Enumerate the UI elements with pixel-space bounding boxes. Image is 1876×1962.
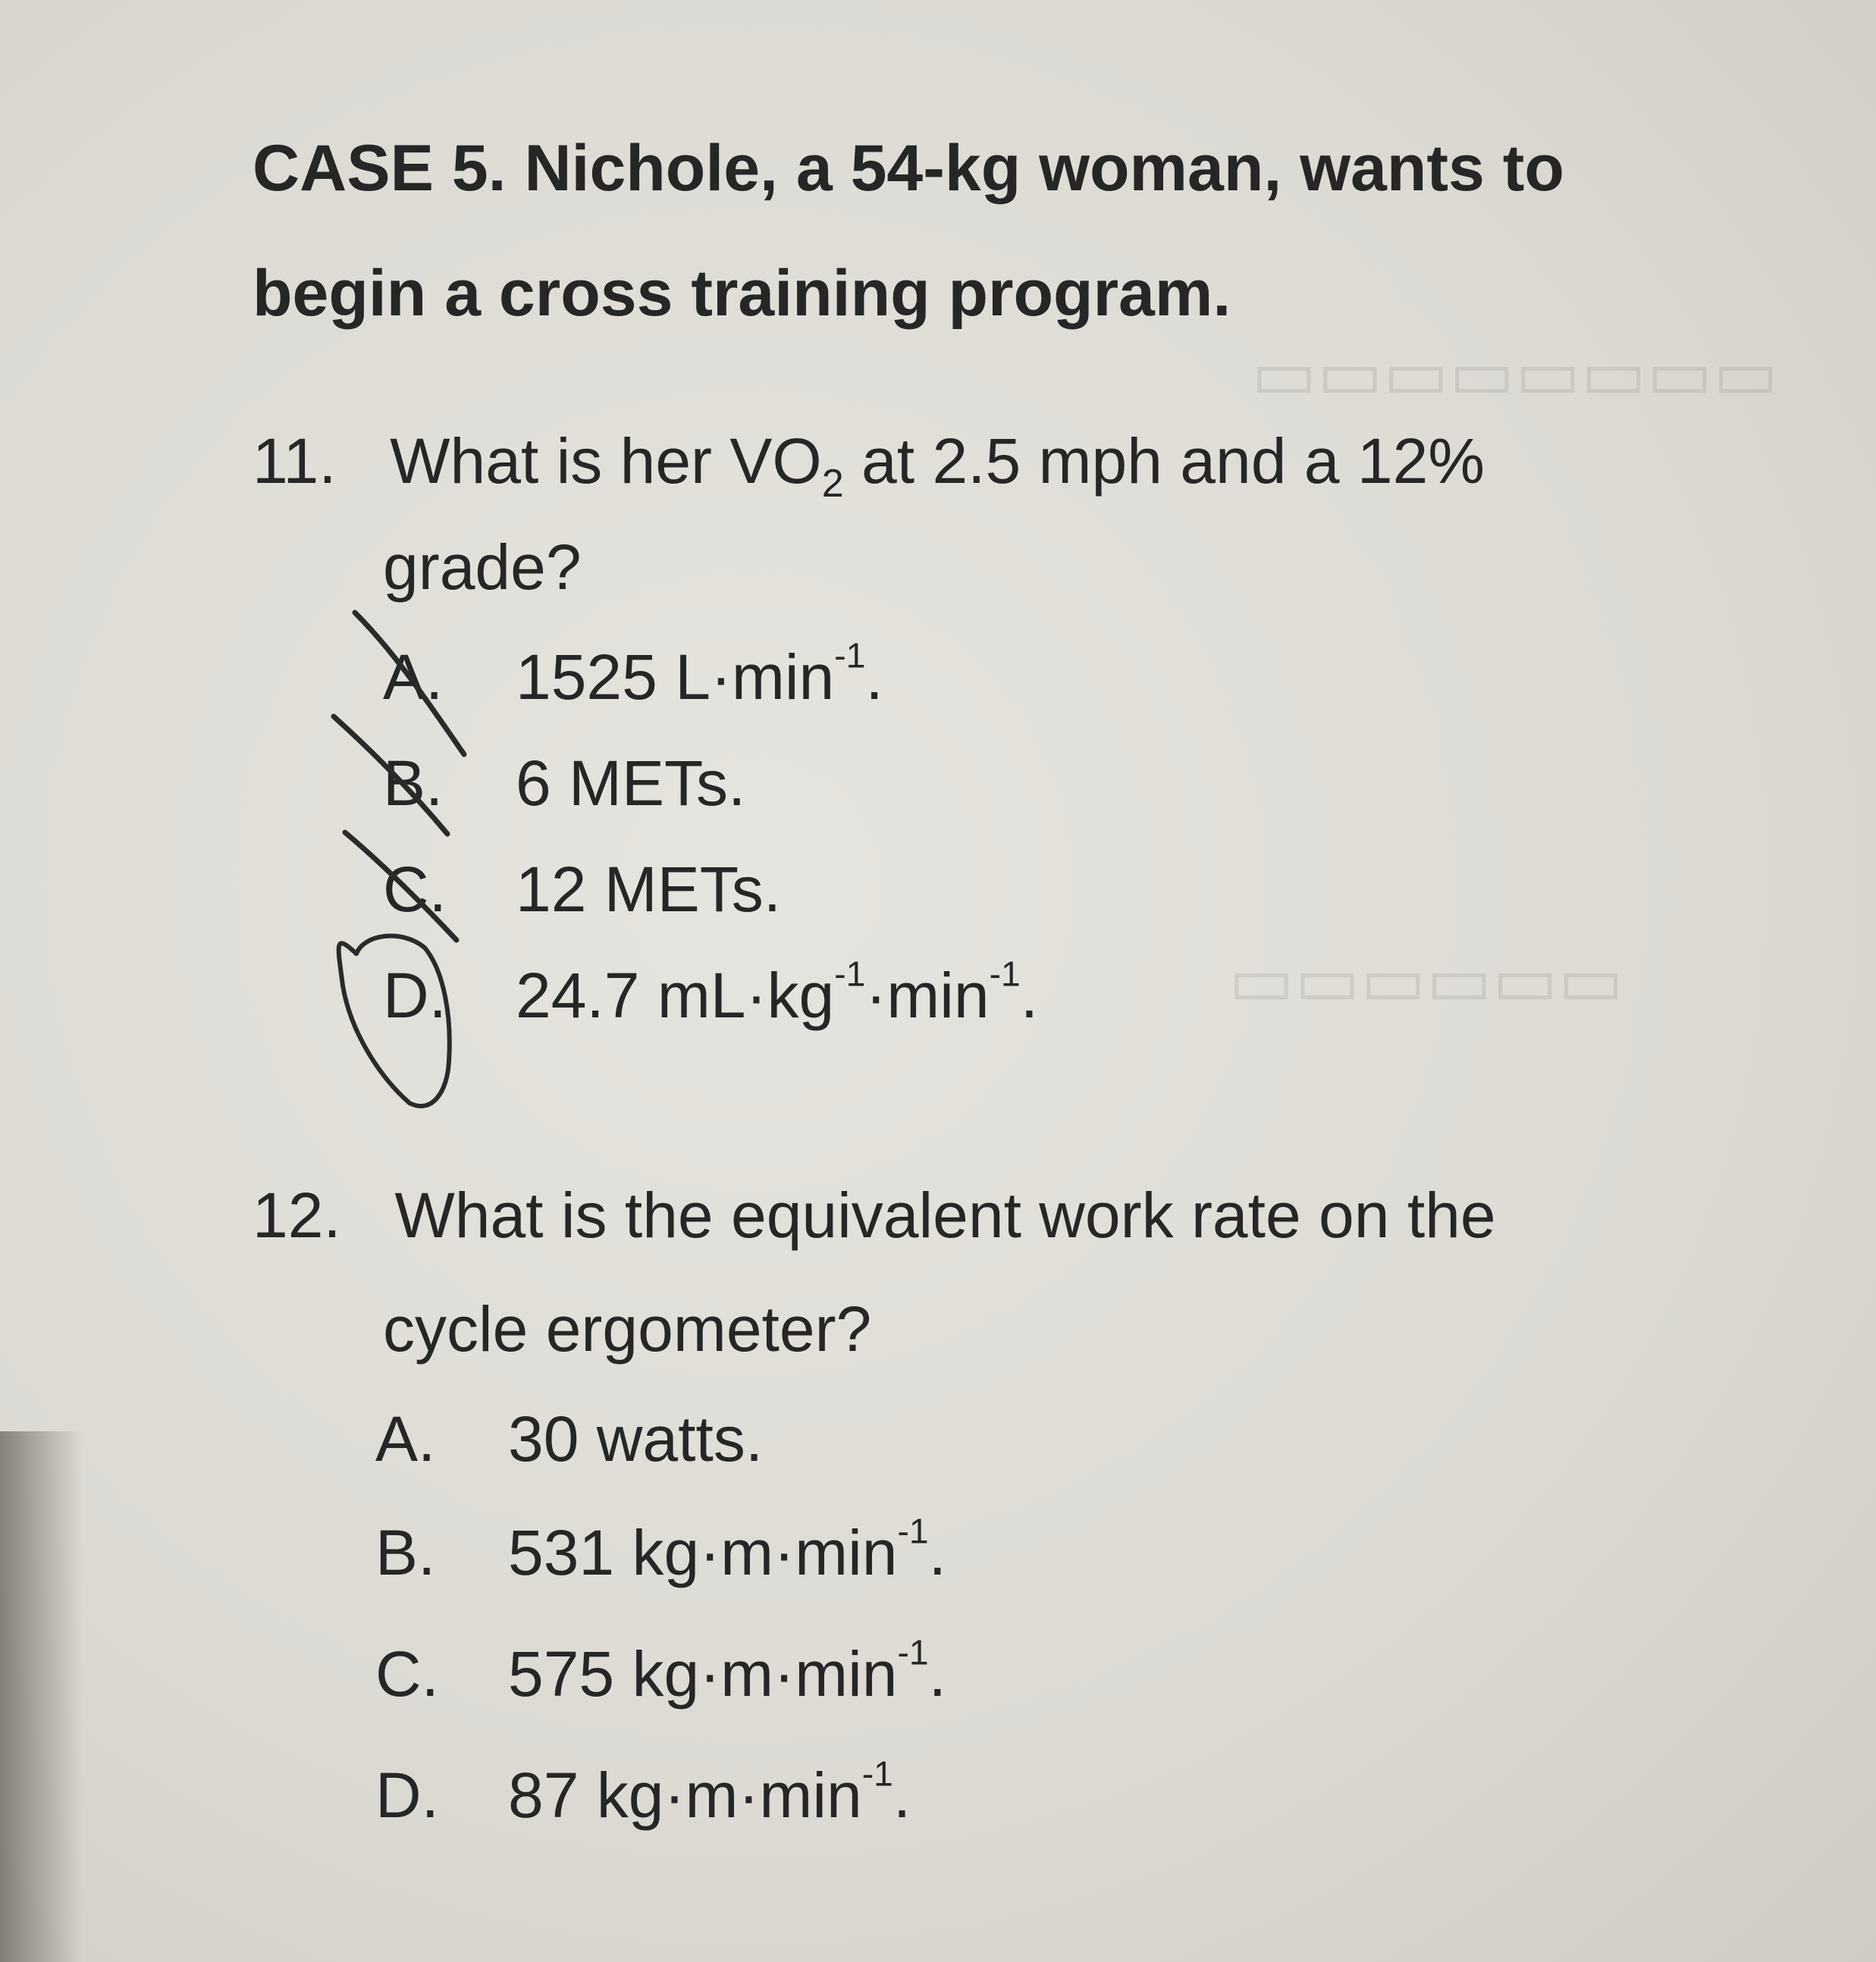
option-letter: C. <box>383 854 447 925</box>
option-text: 12 METs. <box>516 854 782 925</box>
option-period: . <box>1020 960 1039 1031</box>
option-value: 1525 L·min <box>516 641 835 713</box>
q12-option-b[interactable] <box>375 1511 946 1590</box>
option-period: . <box>865 641 883 713</box>
option-letter: C. <box>375 1638 439 1710</box>
q11-option-a[interactable] <box>383 635 883 714</box>
question-number: 11. <box>253 425 337 497</box>
q11-option-b[interactable] <box>383 747 745 820</box>
superscript: -1 <box>861 1754 893 1794</box>
question-number: 12. <box>253 1180 341 1251</box>
option-letter: D. <box>383 960 447 1031</box>
option-letter: D. <box>375 1760 439 1831</box>
question-text: at 2.5 mph and a 12% <box>843 425 1485 497</box>
q11-option-d[interactable] <box>383 954 1039 1033</box>
option-value: 24.7 mL·kg <box>516 960 835 1031</box>
question-text: What is her VO <box>390 425 822 497</box>
option-value: 531 kg·m·min <box>508 1517 898 1588</box>
bleed-through-mark: ▭▭▭▭▭▭▭▭ <box>1251 334 1779 415</box>
option-letter: B. <box>375 1517 436 1588</box>
question-text: What is the equivalent work rate on the <box>394 1180 1496 1251</box>
bleed-through-mark: ▭▭▭▭▭▭ <box>1228 940 1624 1021</box>
superscript: -1 <box>834 635 866 675</box>
option-period: . <box>928 1517 946 1588</box>
option-period: . <box>893 1760 911 1831</box>
superscript: -1 <box>897 1511 929 1551</box>
superscript: -1 <box>834 954 866 994</box>
option-text: 30 watts. <box>508 1403 764 1475</box>
option-period: . <box>928 1638 946 1710</box>
question-11-line-2: grade? <box>383 531 582 603</box>
q12-option-a[interactable] <box>375 1403 763 1476</box>
option-value: 87 kg·m·min <box>508 1760 862 1831</box>
q12-option-d[interactable] <box>375 1754 911 1832</box>
superscript: -1 <box>897 1632 929 1672</box>
question-11-line-1 <box>253 425 1485 506</box>
option-value: 575 kg·m·min <box>508 1638 898 1710</box>
option-letter: B. <box>383 748 444 819</box>
photo-shadow <box>0 1431 83 1962</box>
q12-option-c[interactable] <box>375 1632 946 1711</box>
question-12-line-2: cycle ergometer? <box>383 1293 872 1365</box>
q11-option-c[interactable] <box>383 853 781 926</box>
option-value: ·min <box>865 960 990 1031</box>
subscript: 2 <box>821 462 844 506</box>
option-letter: A. <box>375 1403 436 1475</box>
superscript: -1 <box>989 954 1021 994</box>
case-title: CASE 5. Nichole, a 54-kg woman, wants to begin a cross training program. <box>253 132 1564 330</box>
question-12-line-1 <box>253 1179 1496 1252</box>
option-letter: A. <box>383 641 444 713</box>
option-text: 6 METs. <box>516 748 746 819</box>
